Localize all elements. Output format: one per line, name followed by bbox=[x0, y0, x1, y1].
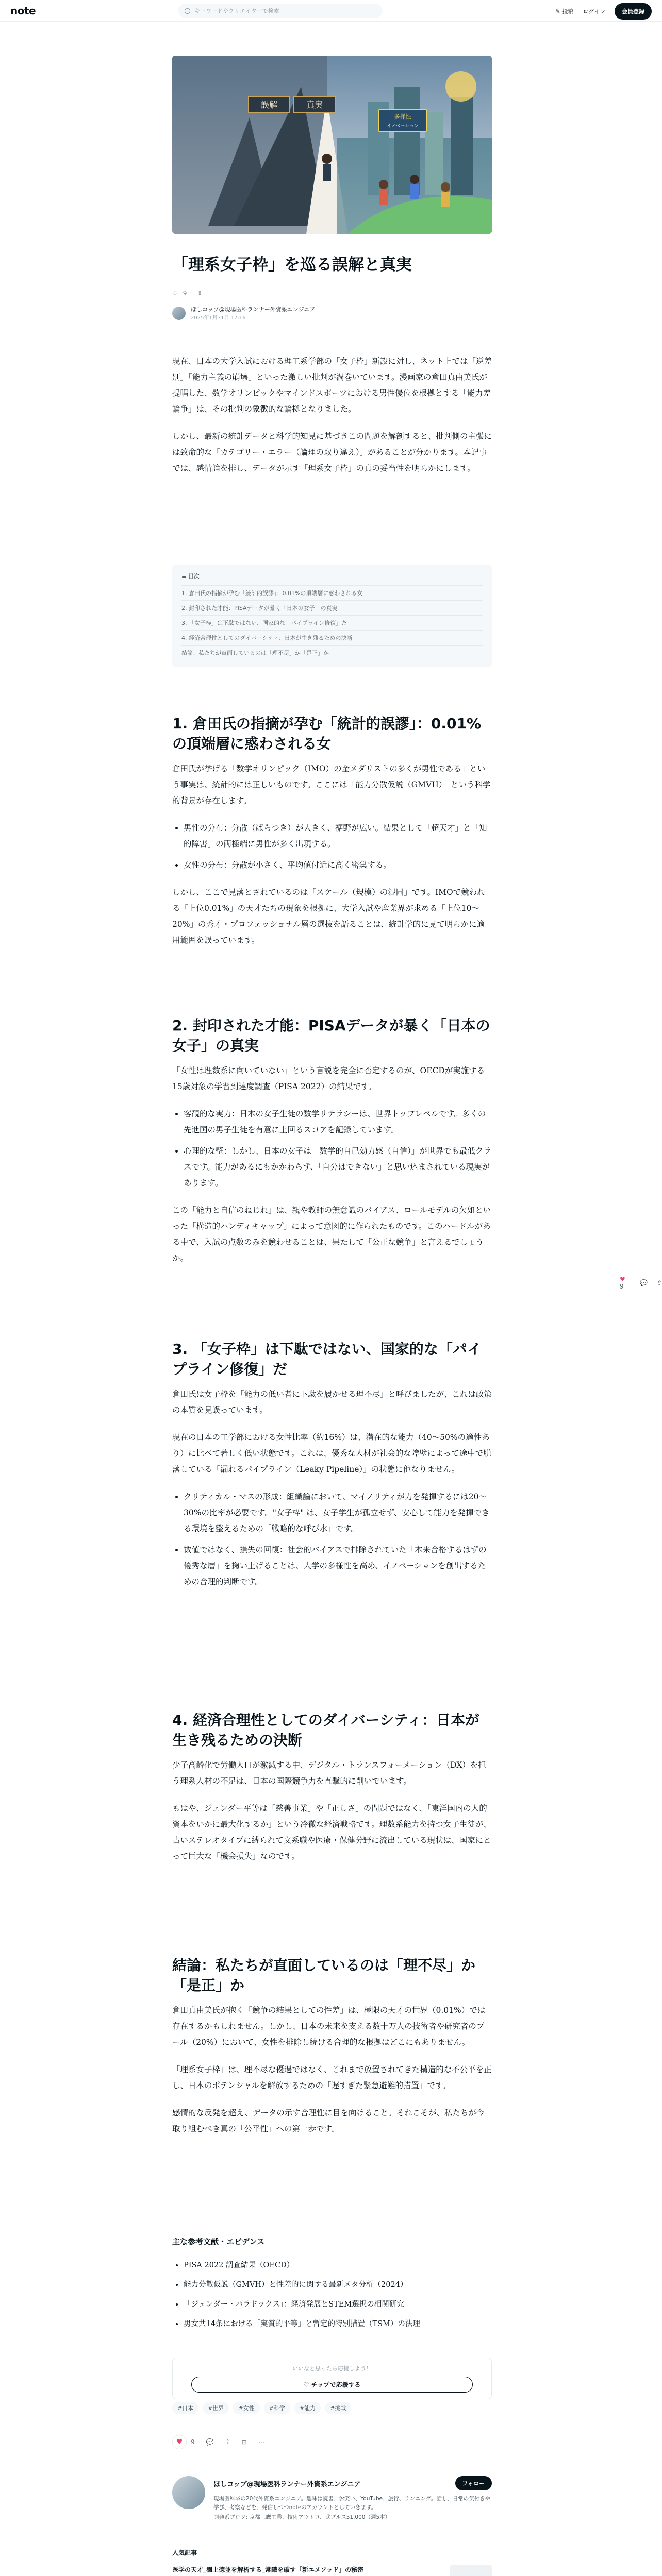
hero-image bbox=[172, 56, 492, 234]
section-1 bbox=[172, 714, 492, 948]
conclusion-paragraph-2: 「理系女子枠」は、理不尽な優遇ではなく、これまで放置されてきた構造的な不公平を正し、日本のポテンシャルを解放するための「遅すぎた緊急避難的措置」です。 bbox=[172, 2065, 492, 2091]
tip-button[interactable]: ♡ チップで応援する bbox=[191, 2377, 473, 2393]
hero-badge-line2: イノベーション bbox=[387, 124, 419, 129]
references-title: 主な参考文献・エビデンス bbox=[172, 2237, 265, 2246]
article-header bbox=[172, 255, 492, 276]
pencil-icon: ✎ bbox=[555, 8, 560, 15]
toc-title[interactable]: ≡ 目次 bbox=[181, 573, 200, 580]
author-row bbox=[172, 305, 492, 321]
table-of-contents bbox=[172, 565, 492, 667]
search-bar[interactable] bbox=[178, 4, 383, 18]
post-label: 投稿 bbox=[562, 8, 574, 15]
comment-icon[interactable]: 💬 bbox=[206, 2438, 214, 2446]
floating-like-count: 9 bbox=[620, 1283, 624, 1290]
references-section bbox=[172, 2236, 492, 2336]
tag-chip[interactable]: #日本 bbox=[172, 2402, 198, 2414]
author-profile bbox=[172, 2476, 492, 2522]
support-box bbox=[172, 2358, 492, 2399]
publish-date: 2025年1月31日 17:16 bbox=[191, 315, 246, 321]
section-1-paragraph-1: 倉田氏が挙げる「数学オリンピック（IMO）の金メダリストの多くが男性である」という事実は、統計的には正しいものです。ここには「能力分散仮説（GMVH）」という科学的背景が存在します。 bbox=[172, 764, 491, 806]
section-3 bbox=[172, 1340, 492, 1595]
author-name[interactable]: ほしコップ@現場医科ランナー外資系エンジニア bbox=[191, 306, 316, 313]
more-icon[interactable]: ⋯ bbox=[258, 2438, 264, 2446]
section-4 bbox=[172, 1710, 492, 1865]
conclusion-heading: 結論：私たちが直面しているのは「理不尽」か「是正」か bbox=[172, 1957, 476, 1994]
follow-button[interactable]: フォロー bbox=[455, 2476, 492, 2490]
search-icon bbox=[185, 8, 190, 14]
header-actions bbox=[555, 3, 652, 20]
popular-articles bbox=[172, 2548, 492, 2576]
toc-item[interactable]: 4. 経済合理性としてのダイバーシティ：日本が生き残るための決断 bbox=[181, 630, 483, 645]
profile-name[interactable]: ほしコップ@現場医科ランナー外資系エンジニア bbox=[213, 2480, 361, 2488]
like-row bbox=[172, 290, 492, 297]
popular-item[interactable] bbox=[172, 2560, 492, 2576]
floating-actions bbox=[620, 1276, 662, 1290]
tag-chip[interactable]: #科学 bbox=[264, 2402, 290, 2414]
note-logo[interactable]: note bbox=[10, 4, 36, 17]
intro-section bbox=[172, 353, 492, 477]
search-placeholder: キーワードやクリエイターで検索 bbox=[194, 8, 279, 14]
gift-icon: ♡ bbox=[303, 2381, 311, 2388]
bookmark-icon[interactable]: ⊡ bbox=[241, 2438, 247, 2446]
list-item: • 心理的な壁：しかし、日本の女子は「数学的自己効力感（自信）」が世界でも最低クラスです。能力があるにもかかわらず、「自分はできない」と思い込まされている現実があります。 bbox=[184, 1143, 492, 1191]
comment-icon[interactable]: 💬 bbox=[639, 1279, 648, 1286]
post-link[interactable] bbox=[555, 7, 573, 15]
hero-sign-right: 真実 bbox=[306, 100, 323, 110]
conclusion-section bbox=[172, 1956, 492, 2137]
section-4-paragraph-2: もはや、ジェンダー平等は「慈善事業」や「正しさ」の問題ではなく、「東洋国内の人的資本をいかに最大化するか」という冷徹な経済戦略です。理数系能力を持つ女子生徒が、古いステレオタイプに縛られて文系職や医療・保健分野に流出している現状は、国家にとって巨大な「機会損失」なのです。 bbox=[172, 1804, 491, 1861]
section-1-paragraph-2: しかし、ここで見落とされているのは「スケール（規模）の混同」です。IMOで競われる「上位0.01%」の天才たちの現象を根拠に、大学入試や産業界が求める「上位10〜20%」の秀才・プロフェッショナル層の選抜を語ることは、統計学的に見て明らかに適用範囲を誤っています。 bbox=[172, 888, 485, 945]
tag-list bbox=[172, 2402, 492, 2414]
section-2-paragraph-2: この「能力と自信のねじれ」は、親や教師の無意識のバイアス、ロールモデルの欠如といった「構造的ハンディキャップ」によって意図的に作られたものです。このハードルがある中で、入試の点数のみを競わせることは、果たして「公正な競争」と言えるでしょうか。 bbox=[172, 1206, 491, 1263]
profile-avatar[interactable] bbox=[172, 2476, 205, 2509]
heart-icon[interactable]: ♥ bbox=[172, 2435, 187, 2449]
section-2-paragraph-1: 「女性は理数系に向いていない」という言説を完全に否定するのが、OECDが実施する15歳対象の学習到達度調査（PISA 2022）の結果です。 bbox=[172, 1066, 485, 1092]
share-icon[interactable]: ⇪ bbox=[656, 1279, 662, 1286]
toc-item[interactable]: 3. 「女子枠」は下駄ではない、国家的な「パイプライン修復」だ bbox=[181, 615, 483, 630]
like-count: 9 bbox=[183, 290, 187, 297]
thumbnail bbox=[450, 2565, 492, 2576]
article-actions bbox=[172, 2435, 492, 2449]
section-3-paragraph-1: 倉田氏は女子枠を「能力の低い者に下駄を履かせる理不尽」と呼びましたが、これは政策の本質を見誤っています。 bbox=[172, 1389, 492, 1415]
share-icon[interactable]: ⇪ bbox=[225, 2438, 230, 2446]
section-4-paragraph-1: 少子高齢化で労働人口が激減する中、デジタル・トランスフォーメーション（DX）を担う理系人材の不足は、日本の国際競争力を直撃的に削いでいます。 bbox=[172, 1760, 486, 1786]
list-item: • 男性の分布：分散（ばらつき）が大きく、裾野が広い。結果として「超天才」と「知的障害」の両極端に男性が多く出現する。 bbox=[184, 820, 492, 852]
section-2 bbox=[172, 1016, 492, 1266]
toc-item[interactable]: 1. 倉田氏の指摘が孕む「統計的誤謬」：0.01%の頂端層に惑わされる女 bbox=[181, 585, 483, 600]
section-4-heading: 4. 経済合理性としてのダイバーシティ：日本が生き残るための決断 bbox=[172, 1711, 479, 1749]
list-item: • PISA 2022 調査結果（OECD） bbox=[184, 2258, 492, 2273]
popular-item-title: 医学の天才_潤上徳並を解析する_常識を破す「新エメソッド」の秘密 bbox=[172, 2566, 364, 2573]
heart-outline-icon[interactable]: ♡ bbox=[172, 290, 178, 297]
author-avatar[interactable] bbox=[172, 307, 186, 320]
profile-sub: 開発系ブログ: 京都三鷹工業、技術アウトロ、武ブルス51,000（週5本） bbox=[213, 2514, 391, 2520]
article-title: 「理系女子枠」を巡る誤解と真実 bbox=[172, 256, 412, 274]
profile-bio: 現場医科卒の20代外資系エンジニア。趣味は読書、お笑い、YouTube、旅行、ランニング。話し、日常の気付きや学び、考察などを、発信しつつnoteのアカウントとしていきます。 bbox=[213, 2496, 491, 2511]
hero-illustration bbox=[172, 56, 492, 234]
tag-chip[interactable]: #能力 bbox=[294, 2402, 321, 2414]
signup-button[interactable]: 会員登録 bbox=[615, 3, 652, 20]
popular-title: 人気記事 bbox=[172, 2549, 197, 2556]
conclusion-paragraph-3: 感情的な反発を超え、データの示す合理性に目を向けること。それこそが、私たちが今取り組むべき真の「公平性」への第一歩です。 bbox=[172, 2108, 485, 2134]
top-header bbox=[0, 0, 662, 22]
support-label: いいなと思ったら応援しよう！ bbox=[292, 2365, 372, 2372]
section-3-list bbox=[172, 1489, 492, 1590]
references-list bbox=[172, 2258, 492, 2331]
hero-sign-left: 誤解 bbox=[260, 100, 278, 110]
toc-item[interactable]: 2. 封印された才能：PISAデータが暴く「日本の女子」の真実 bbox=[181, 600, 483, 615]
intro-paragraph-1: 現在、日本の大学入試における理工系学部の「女子枠」新設に対し、ネット上では「逆差別」「能力主義の崩壊」といった激しい批判が渦巻いています。漫画家の倉田真由美氏が提唱した、数学オリンピックやマインドスポーツにおける男性優位を根拠とする「能力差論争」は、その批判の象徴的な論拠となりました。 bbox=[172, 357, 492, 414]
section-2-heading: 2. 封印された才能：PISAデータが暴く「日本の女子」の真実 bbox=[172, 1017, 490, 1054]
section-2-list bbox=[172, 1106, 492, 1191]
login-link[interactable]: ログイン bbox=[583, 8, 605, 15]
list-item: • 能力分散仮説（GMVH）と性差的に関する最新メタ分析（2024） bbox=[184, 2278, 492, 2292]
list-item: • クリティカル・マスの形成：組織論において、マイノリティが力を発揮するには20〜30%の比率が必要です。"女子枠" は、女子学生が孤立せず、安心して能力を発揮できる環境を整えるための「戦略的な呼び水」です。 bbox=[184, 1489, 492, 1537]
tag-chip[interactable]: #世界 bbox=[203, 2402, 229, 2414]
tag-chip[interactable]: #女性 bbox=[233, 2402, 259, 2414]
list-item: • 「ジェンダー・パラドックス」：経済発展とSTEM選択の相関研究 bbox=[184, 2297, 492, 2312]
like-count: 9 bbox=[191, 2438, 195, 2446]
hero-badge-line1: 多様性 bbox=[394, 113, 411, 120]
list-item: • 女性の分布：分散が小さく、平均値付近に高く密集する。 bbox=[184, 857, 492, 873]
tag-chip[interactable]: #挑戦 bbox=[325, 2402, 351, 2414]
share-icon[interactable]: ⇪ bbox=[197, 290, 203, 297]
list-item: • 客観的な実力：日本の女子生徒の数学リテラシーは、世界トップレベルです。多くの先進国の男子生徒を有意に上回るスコアを記録しています。 bbox=[184, 1106, 492, 1138]
intro-paragraph-2: しかし、最新の統計データと科学的知見に基づきこの問題を解剖すると、批判側の主張には致命的な「カテゴリー・エラー（論理の取り違え）」があることが分かります。本記事では、感情論を排し、データが示す「理系女子枠」の真の妥当性を明らかにします。 bbox=[172, 432, 492, 473]
section-1-list bbox=[172, 820, 492, 873]
toc-item[interactable]: 結論：私たちが直面しているのは「理不尽」か「是正」か bbox=[181, 645, 483, 660]
section-3-paragraph-2: 現在の日本の工学部における女性比率（約16%）は、潜在的な能力（40〜50%の適性あり）に比べて著しく低い状態です。これは、優秀な人材が社会的な障壁によって途中で脱落している「漏れるパイプライン（Leaky Pipeline）」の状態に他なりません。 bbox=[172, 1433, 491, 1475]
floating-like[interactable]: ♥ 9 bbox=[620, 1276, 625, 1290]
list-icon: ≡ bbox=[181, 573, 188, 580]
conclusion-paragraph-1: 倉田真由美氏が抱く「競争の結果としての性差」は、極限の天才の世界（0.01%）では存在するかもしれません。しかし、日本の未来を支える数十万人の技術者や研究者のプール（20%）において、女性を排除し続ける合理的な根拠はどこにもありません。 bbox=[172, 2006, 486, 2047]
section-3-heading: 3. 「女子枠」は下駄ではない、国家的な「パイプライン修復」だ bbox=[172, 1341, 482, 1378]
section-1-heading: 1. 倉田氏の指摘が孕む「統計的誤謬」：0.01%の頂端層に惑わされる女 bbox=[172, 715, 482, 752]
list-item: • 男女共14条における「実質的平等」と暫定的特別措置（TSM）の法理 bbox=[184, 2317, 492, 2331]
list-item: • 数値ではなく、損失の回復：社会的バイアスで排除されていた「本来合格するはずの優秀な層」を掬い上げることは、大学の多様性を高め、イノベーションを創出するための合理的判断です。 bbox=[184, 1542, 492, 1590]
